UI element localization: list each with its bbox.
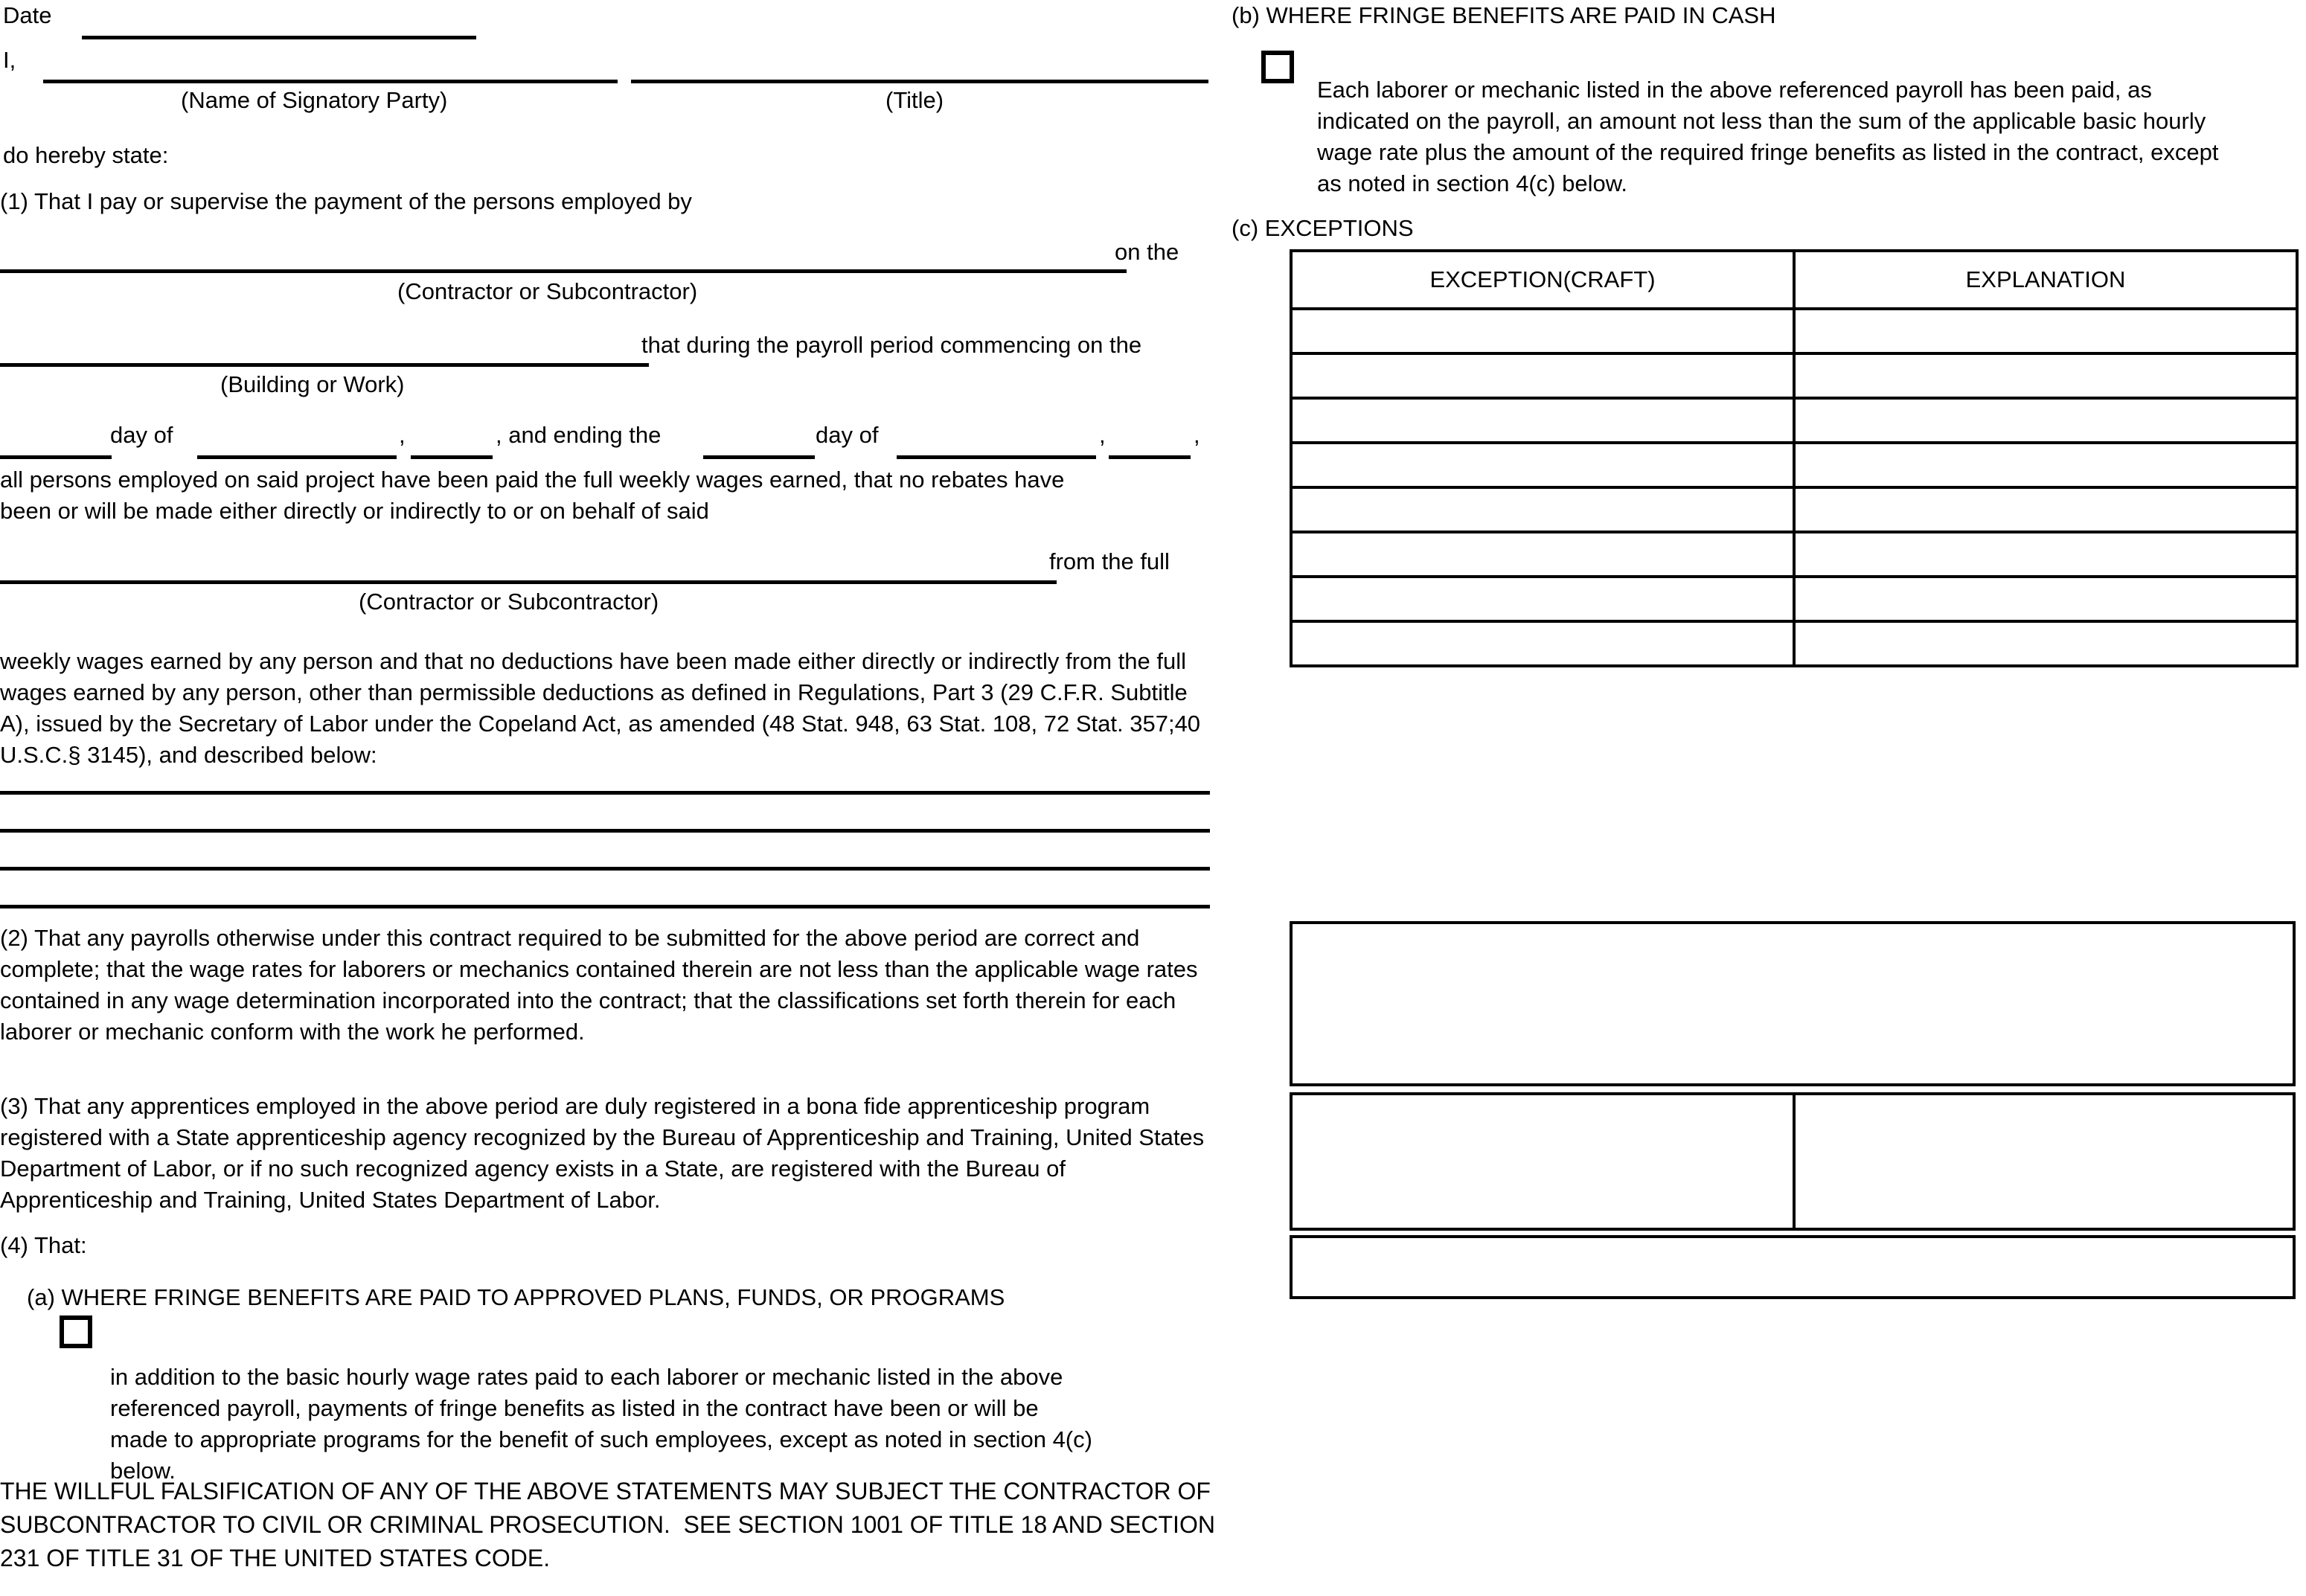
cell-exception-craft[interactable]	[1291, 577, 1794, 621]
checkbox-unchecked-icon-cash[interactable]	[1261, 51, 1294, 83]
deductions-description-line-2[interactable]	[0, 829, 1210, 833]
i-label: I,	[3, 47, 16, 73]
item-4b-body-text: Each laborer or mechanic listed in the above referenced payroll has been paid, as indicated on the payroll, an amount not less than the sum of the applicable basic hourly wage rate plus the amount of the required fringe benefits as listed in the contract, except as noted in section 4(c) below.	[1317, 77, 2219, 196]
warning-line-3: 231 OF TITLE 31 OF THE UNITED STATES CODE.	[0, 1545, 551, 1571]
contractor-input-line-2[interactable]	[0, 580, 1057, 584]
paid-full-wages-line-2: been or will be made either directly or indirectly to or on behalf of said	[0, 498, 709, 524]
cell-exception-craft[interactable]	[1291, 353, 1794, 398]
item-3-paragraph	[0, 1091, 1220, 1216]
table-row	[1291, 487, 2297, 532]
day-of-label-1: day of	[110, 422, 173, 448]
end-year-input-line[interactable]	[1109, 455, 1191, 459]
item-4b-heading: (b) WHERE FRINGE BENEFITS ARE PAID IN CASH	[1232, 2, 1776, 28]
table-row	[1291, 577, 2297, 621]
signature-box-divider	[1793, 1092, 1796, 1231]
warning-line-1: THE WILLFUL FALSIFICATION OF ANY OF THE ABOVE STATEMENTS MAY SUBJECT THE CONTRACTOR OF	[0, 1478, 1211, 1504]
building-or-work-caption: (Building or Work)	[220, 371, 405, 397]
building-or-work-input-line[interactable]	[0, 363, 649, 367]
item-4b-body	[1317, 74, 2247, 199]
paid-full-wages-line-1: all persons employed on said project have been paid the full weekly wages earned, that no rebates have	[0, 467, 1065, 493]
start-month-input-line[interactable]	[197, 455, 397, 459]
deductions-description-line-1[interactable]	[0, 791, 1210, 795]
item-2-paragraph-text: (2) That any payrolls otherwise under this contract required to be submitted for the above period are correct and complete; that the wage rates for laborers or mechanics contained therein are not less than the applicable wage rates contained in any wage determination incorporated into the contract; that the classifications set forth therein for each laborer or mechanic conform with the work he performed.	[0, 925, 1198, 1045]
item-4a-body	[110, 1362, 1092, 1487]
day-of-label-2: day of	[816, 422, 879, 448]
exceptions-table	[1290, 249, 2299, 667]
date-input-line[interactable]	[82, 36, 476, 39]
end-day-input-line[interactable]	[703, 455, 815, 459]
contractor-caption-2: (Contractor or Subcontractor)	[359, 589, 659, 615]
on-the-label: on the	[1115, 239, 1179, 265]
item-4-label: (4) That:	[0, 1232, 87, 1258]
signatory-title-caption: (Title)	[885, 87, 944, 113]
item-3-paragraph-text: (3) That any apprentices employed in the above period are duly registered in a bona fide apprenticeship program registered with a State apprenticeship agency recognized by the Bureau of Apprenticeship and Training, United States Department of Labor, or if no such recognized agency exists in a State, are registered with the Bureau of Apprenticeship and Training, United States Department of Labor.	[0, 1093, 1205, 1213]
contractor-caption-1: (Contractor or Subcontractor)	[397, 278, 698, 304]
item-4a-heading: (a) WHERE FRINGE BENEFITS ARE PAID TO APPROVED PLANS, FUNDS, OR PROGRAMS	[27, 1284, 1005, 1310]
cell-exception-craft[interactable]	[1291, 621, 1794, 666]
cell-exception-craft[interactable]	[1291, 309, 1794, 353]
contractor-input-line-1[interactable]	[0, 269, 1127, 273]
cell-explanation[interactable]	[1794, 443, 2297, 487]
deductions-description-line-4[interactable]	[0, 905, 1210, 908]
signatory-name-caption: (Name of Signatory Party)	[181, 87, 448, 113]
signatory-title-input-line[interactable]	[631, 80, 1208, 83]
cell-exception-craft[interactable]	[1291, 487, 1794, 532]
deductions-paragraph-text: weekly wages earned by any person and that no deductions have been made either directly or indirectly from the full wages earned by any person, other than permissible deductions as defined in Regulations, Part 3 (29 C.F.R. Subtitle A), issued by the Secretary of Labor under the Copeland Act, as amended (48 Stat. 948, 63 Stat. 108, 72 Stat. 357;40 U.S.C.§ 3145), and described below:	[0, 648, 1201, 768]
table-row	[1291, 353, 2297, 398]
item-4a-body-text: in addition to the basic hourly wage rates paid to each laborer or mechanic listed in the above referenced payroll, payments of fringe benefits as listed in the contract have been or will be made to appropriate programs for the benefit of such employees, except as noted in section 4(c) below.	[110, 1364, 1092, 1484]
signatory-name-input-line[interactable]	[43, 80, 618, 83]
that-during-label: that during the payroll period commencing on the	[641, 332, 1142, 358]
table-row	[1291, 621, 2297, 666]
exceptions-table-body	[1291, 309, 2297, 666]
column-header-exception-craft: EXCEPTION(CRAFT)	[1291, 251, 1794, 309]
exceptions-table-header-row	[1291, 251, 2297, 309]
item-2-paragraph	[0, 923, 1220, 1048]
cell-exception-craft[interactable]	[1291, 443, 1794, 487]
do-hereby-state-label: do hereby state:	[3, 142, 169, 168]
comma-2: ,	[1099, 422, 1106, 448]
warning-line-2: SUBCONTRACTOR TO CIVIL OR CRIMINAL PROSECUTION. SEE SECTION 1001 OF TITLE 18 AND SECTION	[0, 1511, 1215, 1538]
cell-explanation[interactable]	[1794, 532, 2297, 577]
cell-explanation[interactable]	[1794, 309, 2297, 353]
table-row	[1291, 443, 2297, 487]
signature-bottom-box[interactable]	[1290, 1235, 2296, 1299]
table-row	[1291, 532, 2297, 577]
from-the-full-label: from the full	[1049, 548, 1170, 574]
comma-1: ,	[399, 422, 406, 448]
item-1-intro: (1) That I pay or supervise the payment of the persons employed by	[0, 188, 692, 214]
deductions-paragraph	[0, 646, 1220, 771]
remarks-box[interactable]	[1290, 921, 2296, 1086]
cell-explanation[interactable]	[1794, 487, 2297, 532]
table-row	[1291, 309, 2297, 353]
cell-explanation[interactable]	[1794, 398, 2297, 443]
ending-phrase: , and ending the	[496, 422, 662, 448]
item-4c-heading: (c) EXCEPTIONS	[1232, 215, 1414, 241]
cell-exception-craft[interactable]	[1291, 398, 1794, 443]
start-day-input-line[interactable]	[0, 455, 112, 459]
cell-explanation[interactable]	[1794, 577, 2297, 621]
cell-explanation[interactable]	[1794, 353, 2297, 398]
cell-explanation[interactable]	[1794, 621, 2297, 666]
column-header-explanation: EXPLANATION	[1794, 251, 2297, 309]
date-label: Date	[3, 2, 52, 28]
checkbox-unchecked-icon-plans[interactable]	[60, 1315, 92, 1348]
table-row	[1291, 398, 2297, 443]
cell-exception-craft[interactable]	[1291, 532, 1794, 577]
deductions-description-line-3[interactable]	[0, 867, 1210, 871]
end-month-input-line[interactable]	[897, 455, 1096, 459]
start-year-input-line[interactable]	[411, 455, 493, 459]
comma-3: ,	[1194, 422, 1200, 448]
